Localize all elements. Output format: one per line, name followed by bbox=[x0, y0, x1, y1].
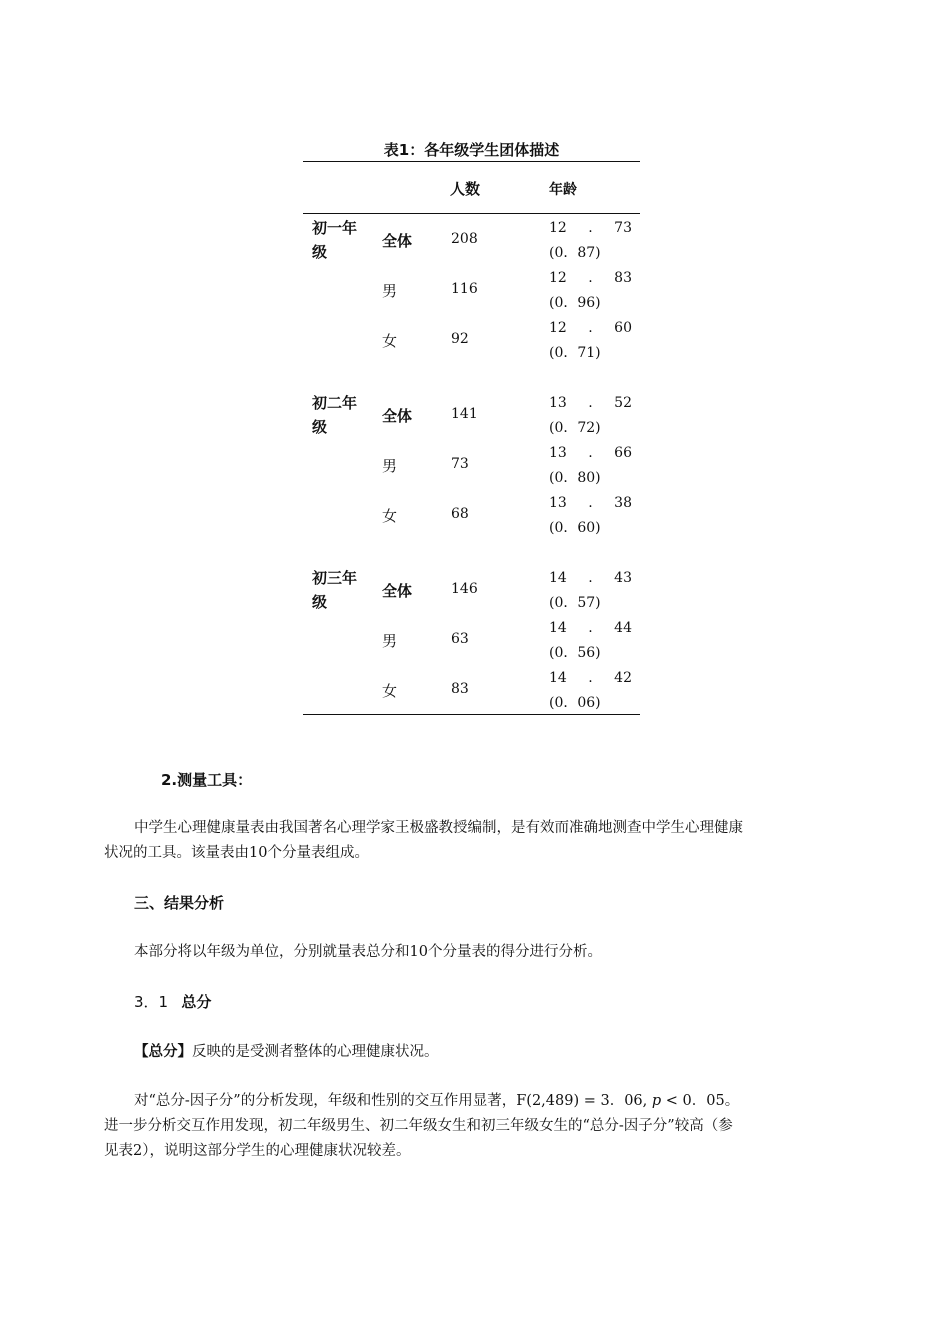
group-cell: 全体 bbox=[382, 582, 413, 600]
age-cell bbox=[549, 391, 632, 441]
age-cell bbox=[549, 441, 632, 491]
column-header-age: 年龄 bbox=[549, 182, 577, 198]
age-cell bbox=[549, 616, 632, 666]
paragraph-line bbox=[104, 1089, 852, 1114]
count-cell: 116 bbox=[451, 281, 478, 297]
table-top-rule bbox=[303, 161, 640, 162]
age-part: 66 bbox=[614, 445, 632, 461]
paragraph-definition bbox=[104, 1040, 852, 1065]
count-cell: 83 bbox=[451, 681, 469, 697]
count-cell: 68 bbox=[451, 506, 469, 522]
group-cell: 女 bbox=[382, 507, 398, 525]
age-sd: (0．87) bbox=[549, 245, 601, 261]
age-part: . bbox=[588, 320, 593, 336]
term-bracket: 【总分】 bbox=[134, 1044, 192, 1060]
p-symbol: p bbox=[651, 1093, 662, 1109]
table-header-rule bbox=[303, 213, 640, 214]
age-part: . bbox=[588, 445, 593, 461]
age-part: 14 bbox=[549, 670, 567, 686]
age-part: 13 bbox=[549, 495, 567, 511]
group-cell: 女 bbox=[382, 332, 398, 350]
age-sd: (0．60) bbox=[549, 520, 601, 536]
count-cell: 63 bbox=[451, 631, 469, 647]
analysis-text: 对“总分-因子分”的分析发现，年级和性别的交互作用显著，F(2,489) = 3．06, bbox=[134, 1093, 652, 1109]
section-heading-results: 三、结果分析 bbox=[134, 894, 225, 912]
age-part: . bbox=[588, 570, 593, 586]
age-sd: (0．56) bbox=[549, 645, 601, 661]
age-sd: (0．71) bbox=[549, 345, 601, 361]
age-part: . bbox=[588, 395, 593, 411]
count-cell: 208 bbox=[451, 231, 478, 247]
age-part: . bbox=[588, 495, 593, 511]
table-title: 表1：各年级学生团体描述 bbox=[383, 141, 560, 159]
paragraph-line: 中学生心理健康量表由我国著名心理学家王极盛教授编制，是有效而准确地测查中学生心理健康 bbox=[134, 820, 743, 836]
age-part: 83 bbox=[614, 270, 632, 286]
group-cell: 男 bbox=[382, 282, 398, 300]
age-part: . bbox=[588, 270, 593, 286]
subsection-title: 总分 bbox=[181, 993, 212, 1011]
paragraph-intro bbox=[104, 940, 852, 965]
group-cell: 男 bbox=[382, 632, 398, 650]
age-cell bbox=[549, 266, 632, 316]
grade-label: 初三年级 bbox=[312, 569, 358, 611]
paragraph-line: 进一步分析交互作用发现，初二年级男生、初二年级女生和初三年级女生的“总分-因子分”较高（参 bbox=[104, 1118, 733, 1134]
group-cell: 全体 bbox=[382, 232, 413, 250]
age-part: 14 bbox=[549, 570, 567, 586]
age-cell bbox=[549, 666, 632, 716]
age-part: 52 bbox=[614, 395, 632, 411]
grade-label: 初二年级 bbox=[312, 394, 358, 436]
paragraph-tools bbox=[104, 816, 852, 866]
age-part: 12 bbox=[549, 270, 567, 286]
age-cell bbox=[549, 491, 632, 541]
age-part: . bbox=[588, 670, 593, 686]
age-cell bbox=[549, 216, 632, 266]
age-sd: (0．96) bbox=[549, 295, 601, 311]
count-cell: 73 bbox=[451, 456, 469, 472]
paragraph-line bbox=[104, 1040, 852, 1065]
age-part: 42 bbox=[614, 670, 632, 686]
definition-text: 反映的是受测者整体的心理健康状况。 bbox=[192, 1044, 439, 1060]
analysis-text: < 0．05。 bbox=[661, 1093, 740, 1109]
age-cell bbox=[549, 316, 632, 366]
subsection-heading-total bbox=[134, 991, 211, 1012]
column-header-count: 人数 bbox=[450, 180, 481, 198]
table-bottom-rule bbox=[303, 714, 640, 715]
age-part: . bbox=[588, 220, 593, 236]
age-part: 12 bbox=[549, 220, 567, 236]
group-cell: 女 bbox=[382, 682, 398, 700]
age-part: 13 bbox=[549, 395, 567, 411]
section-heading-tools: 2.测量工具： bbox=[161, 771, 253, 789]
paragraph-line: 见表2），说明这部分学生的心理健康状况较差。 bbox=[104, 1143, 411, 1159]
paragraph-analysis bbox=[104, 1089, 852, 1164]
age-cell bbox=[549, 566, 632, 616]
age-sd: (0．06) bbox=[549, 695, 601, 711]
age-part: 43 bbox=[614, 570, 632, 586]
paragraph-line: 本部分将以年级为单位，分别就量表总分和10个分量表的得分进行分析。 bbox=[134, 944, 602, 960]
group-cell: 全体 bbox=[382, 407, 413, 425]
age-part: 60 bbox=[614, 320, 632, 336]
age-sd: (0．57) bbox=[549, 595, 601, 611]
age-part: . bbox=[588, 620, 593, 636]
age-part: 13 bbox=[549, 445, 567, 461]
subsection-number: 3．1 bbox=[134, 993, 169, 1011]
age-part: 12 bbox=[549, 320, 567, 336]
age-part: 38 bbox=[614, 495, 632, 511]
age-sd: (0．80) bbox=[549, 470, 601, 486]
age-part: 73 bbox=[614, 220, 632, 236]
count-cell: 141 bbox=[451, 406, 478, 422]
count-cell: 146 bbox=[451, 581, 478, 597]
paragraph-line: 状况的工具。该量表由10个分量表组成。 bbox=[104, 845, 369, 861]
age-part: 14 bbox=[549, 620, 567, 636]
grade-label: 初一年级 bbox=[312, 219, 358, 261]
group-cell: 男 bbox=[382, 457, 398, 475]
count-cell: 92 bbox=[451, 331, 469, 347]
age-part: 44 bbox=[614, 620, 632, 636]
age-sd: (0．72) bbox=[549, 420, 601, 436]
